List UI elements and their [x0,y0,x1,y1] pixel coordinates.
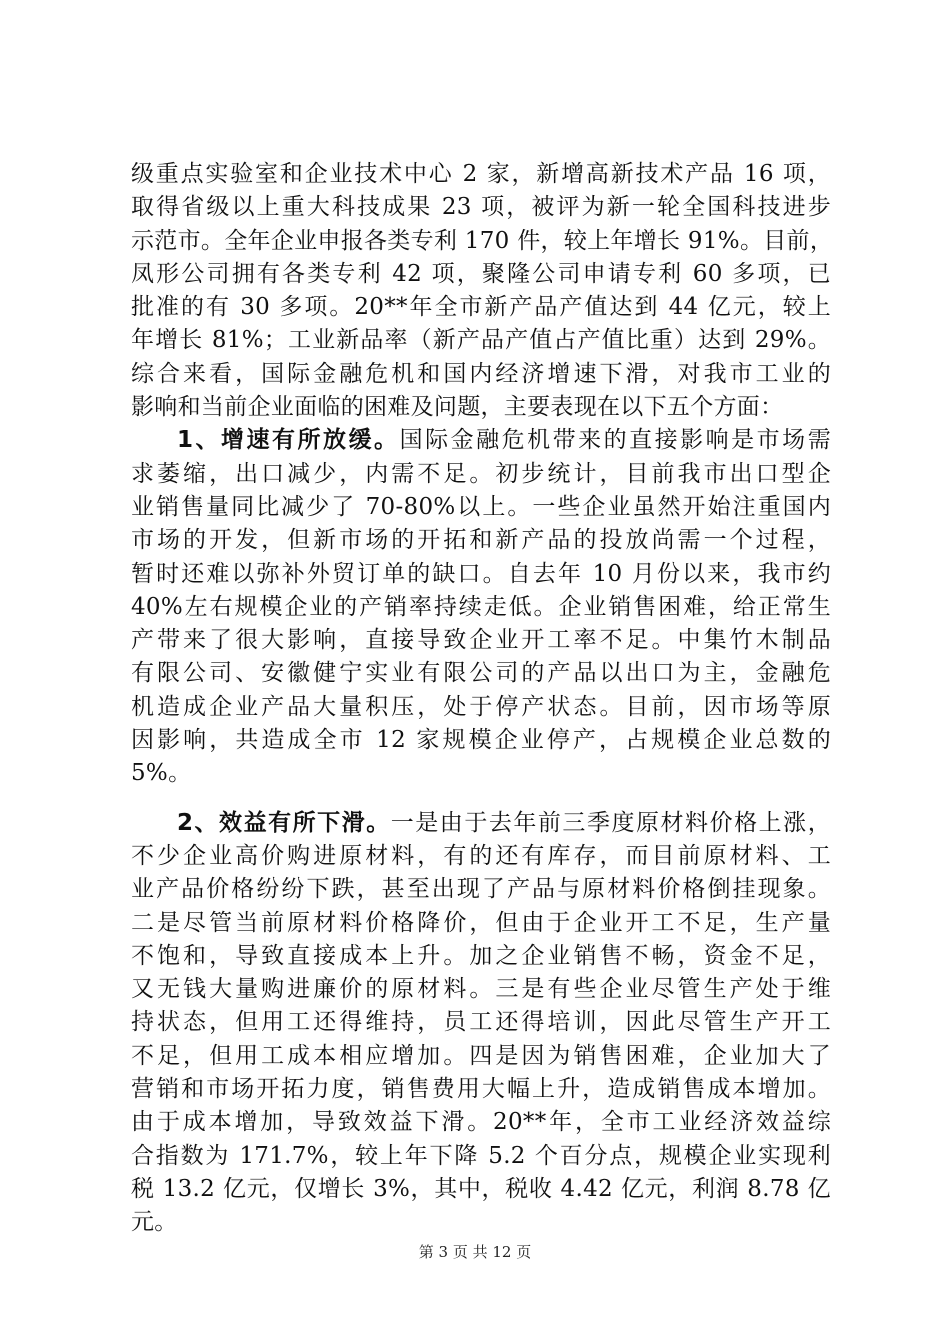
text-line: 年增长 81%；工业新品率（新产品产值占产值比重）达到 29%。 [131,327,831,354]
text-line: 求萎缩，出口减少，内需不足。初步统计，目前我市出口型企 [131,460,831,487]
text-line: 综合来看，国际金融危机和国内经济增速下滑，对我市工业的 [131,360,831,387]
text-line: 凤形公司拥有各类专利 42 项，聚隆公司申请专利 60 多项，已 [131,260,831,287]
text-line: 业销售量同比减少了 70-80%以上。一些企业虽然开始注重国内 [131,493,831,520]
page-number-footer: 第 3 页 共 12 页 [418,1243,532,1261]
text-line: 40%左右规模企业的产销率持续走低。企业销售困难，给正常生 [131,593,831,620]
document-body [131,158,834,1240]
text-line: 业产品价格纷纷下跌，甚至出现了产品与原材料价格倒挂现象。 [131,876,831,903]
text-line: 二是尽管当前原材料价格降价，但由于企业开工不足，生产量 [131,909,831,936]
text-line: 批准的有 30 多项。20**年全市新产品产值达到 44 亿元，较上 [131,294,831,321]
section-2-first-line-text: 一是由于去年前三季度原材料价格上涨， [390,809,831,836]
text-line: 由于成本增加，导致效益下滑。20**年，全市工业经济效益综 [131,1109,831,1136]
text-line: 示范市。全年企业申报各类专利 170 件，较上年增长 91%。目前， [131,227,834,254]
section-2-heading: 2、效益有所下滑。 [177,809,391,836]
text-line: 持状态，但用工还得维持，员工还得培训，因此尽管生产开工 [131,1009,831,1036]
text-line: 产带来了很大影响，直接导致企业开工率不足。中集竹木制品 [131,627,831,654]
text-line: 合指数为 171.7%，较上年下降 5.2 个百分点，规模企业实现利 [131,1142,831,1169]
section-2-paragraph [131,807,831,1240]
section-1-first-line-text: 国际金融危机带来的直接影响是市场需 [399,427,831,454]
text-line: 不少企业高价购进原材料，有的还有库存，而目前原材料、工 [131,842,831,869]
text-line: 市场的开发，但新市场的开拓和新产品的投放尚需一个过程， [131,527,831,554]
intro-paragraph [131,158,834,424]
text-line: 又无钱大量购进廉价的原材料。三是有些企业尽管生产处于维 [131,976,831,1003]
text-line: 元。 [131,1209,178,1236]
text-line: 级重点实验室和企业技术中心 2 家，新增高新技术产品 16 项， [131,161,831,187]
text-line: 取得省级以上重大科技成果 23 项，被评为新一轮全国科技进步 [131,194,831,221]
text-line: 因影响，共造成全市 12 家规模企业停产，占规模企业总数的 [131,727,831,754]
text-line: 有限公司、安徽健宁实业有限公司的产品以出口为主，金融危 [131,660,831,687]
text-line: 营销和市场开拓力度，销售费用大幅上升，造成销售成本增加。 [131,1076,831,1103]
paragraph-gap [131,791,831,807]
section-2-first-line [131,807,831,840]
text-line: 税 13.2 亿元，仅增长 3%，其中，税收 4.42 亿元，利润 8.78 亿 [131,1175,831,1202]
section-1-heading: 1、增速有所放缓。 [177,427,400,454]
text-line: 机造成企业产品大量积压，处于停产状态。目前，因市场等原 [131,693,831,720]
section-1-first-line [131,424,831,457]
text-line: 暂时还难以弥补外贸订单的缺口。自去年 10 月份以来，我市约 [131,560,831,587]
section-1-paragraph [131,424,831,790]
text-line: 5%。 [131,760,192,787]
text-line: 不饱和，导致直接成本上升。加之企业销售不畅，资金不足， [131,942,831,969]
text-line: 影响和当前企业面临的困难及问题，主要表现在以下五个方面： [131,394,784,421]
text-line: 不足，但用工成本相应增加。四是因为销售困难，企业加大了 [131,1042,831,1069]
